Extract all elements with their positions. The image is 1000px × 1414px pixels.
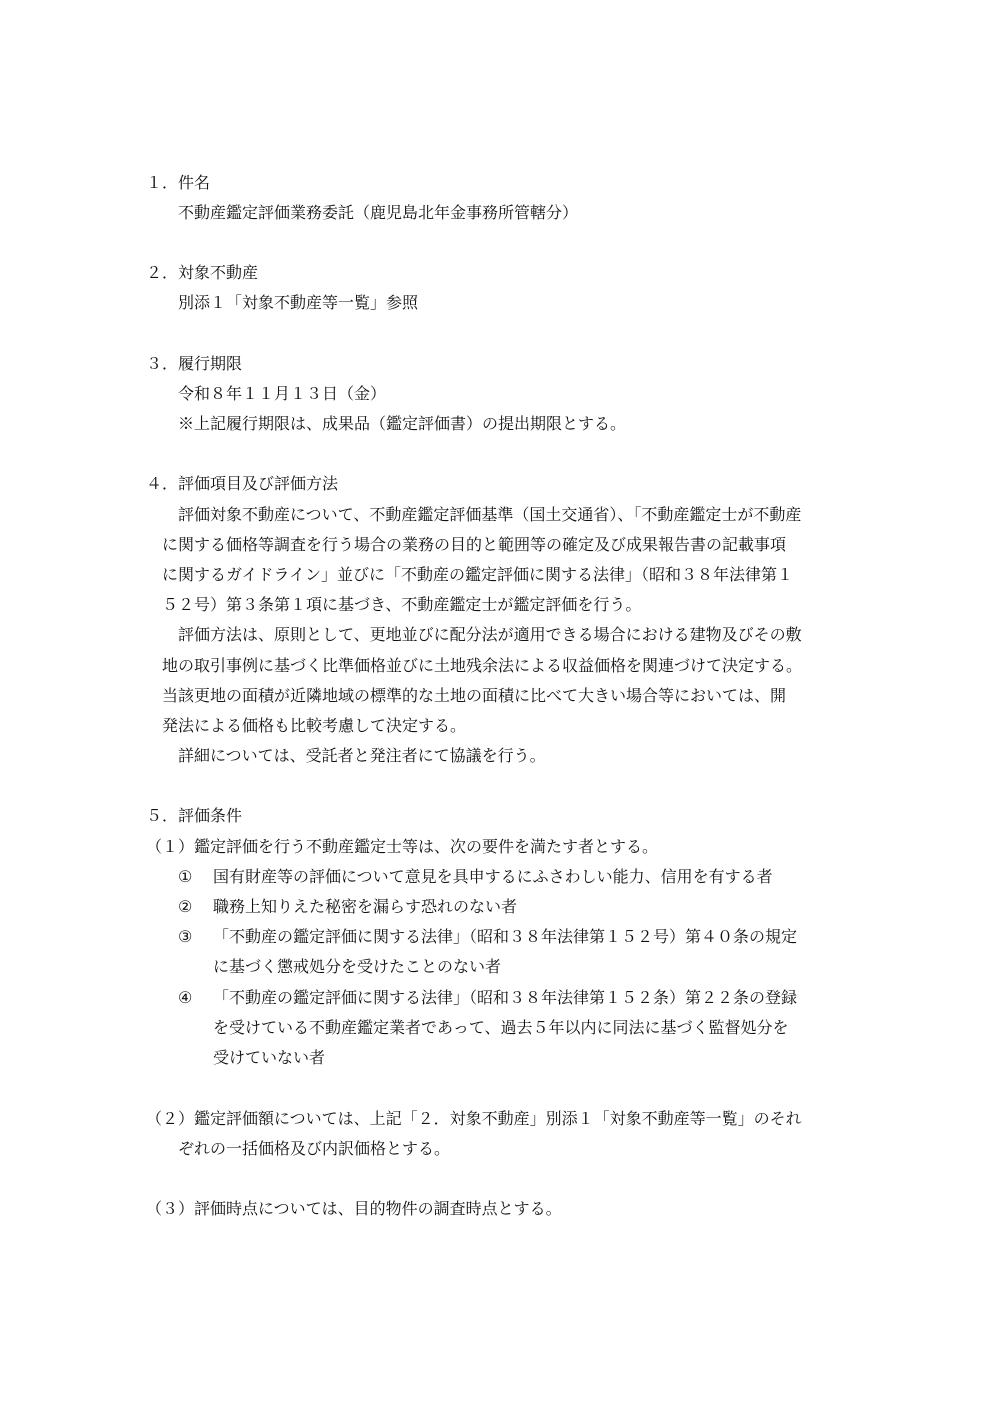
section-4-para2-line: 発法による価格も比較考慮して決定する。 <box>162 716 467 735</box>
section-4-para2-line: 地の取引事例に基づく比準価格並びに土地残余法による収益価格を関連づけて決定する。 <box>162 656 803 675</box>
requirement-line: を受けている不動産鑑定業者であって、過去５年以内に同法に基づく監督処分を <box>213 1018 789 1037</box>
section-4-para1-line: に関するガイドライン」並びに「不動産の鑑定評価に関する法律」（昭和３８年法律第１ <box>162 565 794 584</box>
section-4-para1-line: ５２号）第３条第１項に基づき、不動産鑑定士が鑑定評価を行う。 <box>162 595 642 614</box>
section-2-body: 別添１「対象不動産等一覧」参照 <box>178 293 419 312</box>
condition-2-line: （２）鑑定評価額については、上記「２．対象不動産」別添１「対象不動産等一覧」のそれ <box>146 1109 802 1128</box>
section-5-heading: ５．評価条件 <box>146 806 243 825</box>
requirement-line: 受けていない者 <box>213 1048 326 1067</box>
condition-2-line: ぞれの一括価格及び内訳価格とする。 <box>178 1139 451 1158</box>
section-3-heading: ３．履行期限 <box>146 354 243 373</box>
section-3-note: ※上記履行期限は、成果品（鑑定評価書）の提出期限とする。 <box>178 414 627 433</box>
section-3-date: 令和８年１１月１３日（金） <box>178 384 387 403</box>
requirement-marker: ① <box>178 867 193 886</box>
section-4-para2-line: 当該更地の面積が近隣地域の標準的な土地の面積に比べて大きい場合等においては、開 <box>162 686 787 705</box>
requirement-marker: ④ <box>178 988 193 1007</box>
section-4-para1-line: 評価対象不動産について、不動産鑑定評価基準（国土交通省）、「不動産鑑定士が不動産 <box>178 505 802 524</box>
section-2-heading: ２．対象不動産 <box>146 263 259 282</box>
section-1-heading: １．件名 <box>146 173 211 192</box>
requirement-marker: ② <box>178 897 193 916</box>
requirement-line: に基づく懲戒処分を受けたことのない者 <box>213 957 502 976</box>
requirement-line: 職務上知りえた秘密を漏らす恐れのない者 <box>213 897 518 916</box>
section-1-body: 不動産鑑定評価業務委託（鹿児島北年金事務所管轄分） <box>178 203 579 222</box>
section-4-para3: 詳細については、受託者と発注者にて協議を行う。 <box>178 746 546 765</box>
requirement-line: 「不動産の鑑定評価に関する法律」（昭和３８年法律第１５２号）第４０条の規定 <box>213 927 798 946</box>
section-4-para2-line: 評価方法は、原則として、更地並びに配分法が適用できる場合における建物及びその敷 <box>178 625 802 644</box>
section-4-para1-line: に関する価格等調査を行う場合の業務の目的と範囲等の確定及び成果報告書の記載事項 <box>162 535 787 554</box>
condition-1-label: （１）鑑定評価を行う不動産鑑定士等は、次の要件を満たす者とする。 <box>146 837 659 856</box>
condition-3: （３）評価時点については、目的物件の調査時点とする。 <box>146 1199 562 1218</box>
requirement-marker: ③ <box>178 927 193 946</box>
requirement-line: 国有財産等の評価について意見を具申するにふさわしい能力、信用を有する者 <box>213 867 773 886</box>
section-4-heading: ４．評価項目及び評価方法 <box>146 474 339 493</box>
requirement-line: 「不動産の鑑定評価に関する法律」（昭和３８年法律第１５２条）第２２条の登録 <box>213 988 798 1007</box>
